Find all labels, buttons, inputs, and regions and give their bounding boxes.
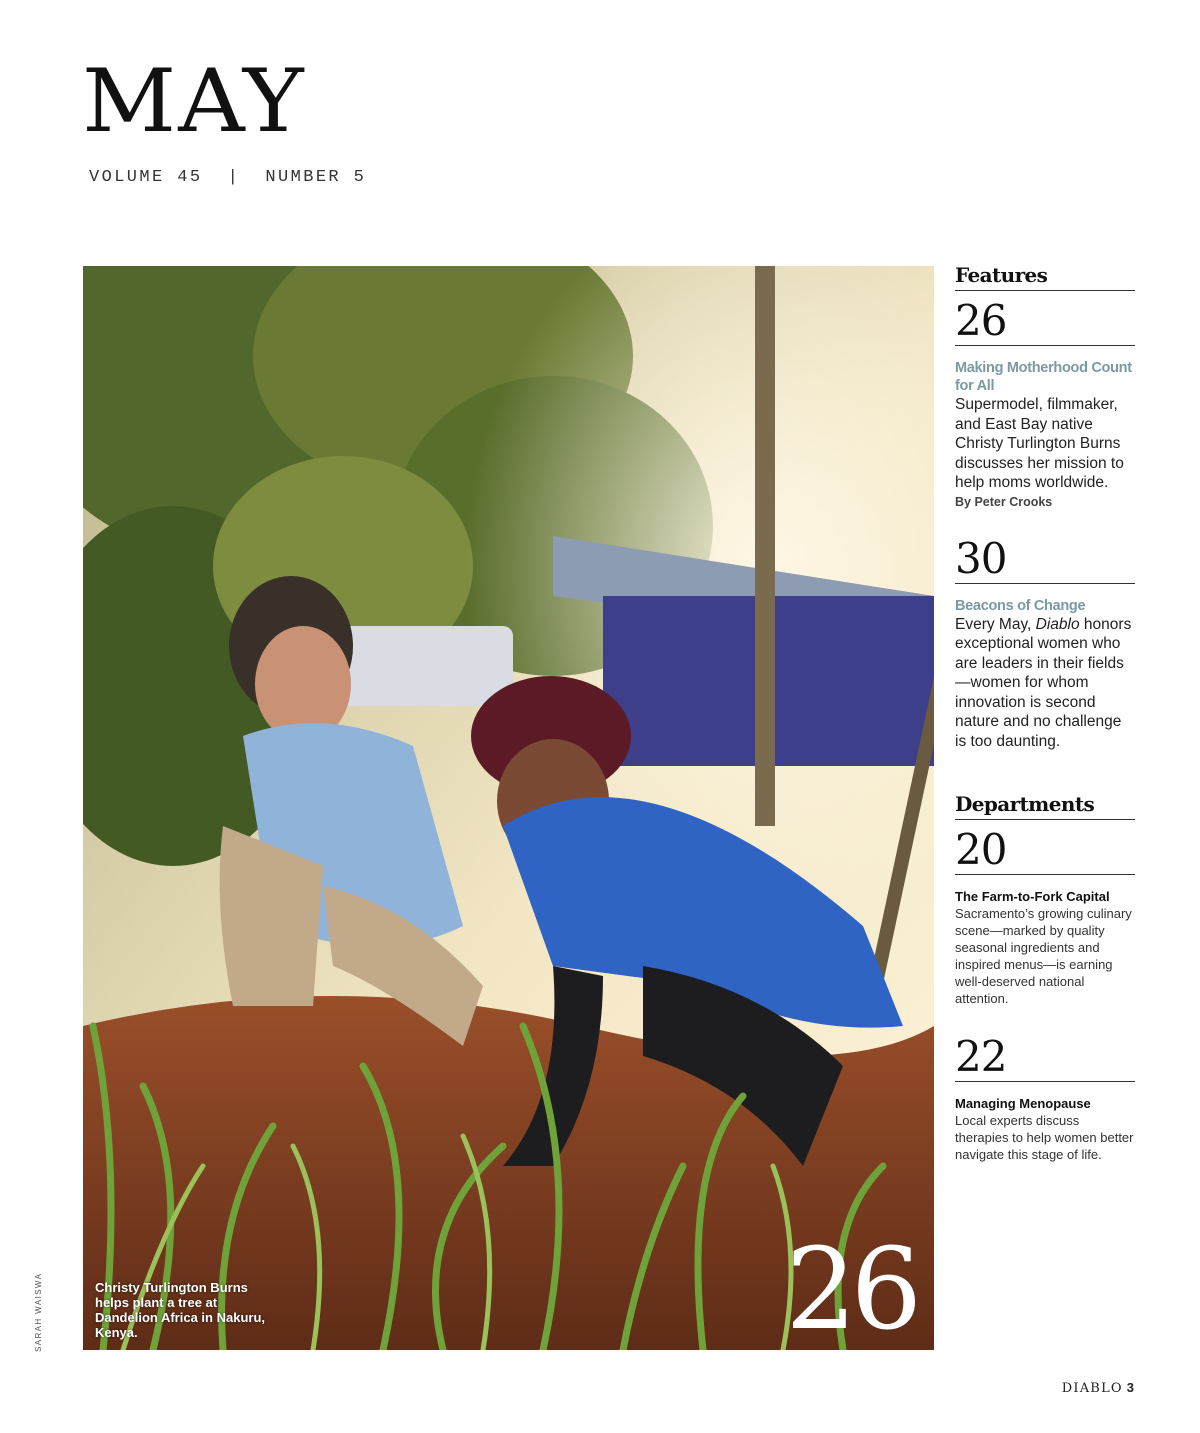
table-of-contents	[955, 262, 1135, 1163]
photo-credit-text: SARAH WAISWA	[34, 1272, 43, 1352]
garden-planting-illustration	[83, 266, 934, 1350]
toc-entry-feature[interactable]	[955, 291, 1135, 511]
toc-page-number: 26	[955, 291, 1135, 346]
toc-entry-feature[interactable]	[955, 529, 1135, 752]
toc-description: Local experts discuss therapies to help women better navigate this stage of life.	[955, 1113, 1134, 1162]
toc-description: Sacramento’s growing culinary scene—marked by quality seasonal ingredients and inspired menus—is earning well-deserved national attention.	[955, 906, 1132, 1006]
photo-credit	[34, 1272, 44, 1352]
toc-title: The Farm-to-Fork Capital	[955, 889, 1110, 904]
toc-byline: By Peter Crooks	[955, 494, 1053, 509]
toc-title: Making Motherhood Count for All	[955, 360, 1132, 394]
masthead-month: MAY	[82, 50, 306, 153]
page-folio	[1062, 1380, 1134, 1396]
toc-page-number: 20	[955, 820, 1135, 875]
toc-page-number: 30	[955, 529, 1135, 584]
toc-title: Beacons of Change	[955, 597, 1086, 614]
folio-magazine: DIABLO	[1061, 1381, 1123, 1396]
features-heading: Features	[955, 262, 1135, 291]
toc-description-part: honors exceptional women who are leaders in their fields—women for whom innovation is second nature and no challenge is too daunting.	[955, 615, 1132, 750]
photo-caption: Christy Turlington Burns helps plant a tree at Dandelion Africa in Nakuru, Kenya.	[95, 1280, 265, 1340]
photo-page-number: 26	[785, 1225, 916, 1350]
feature-photo	[83, 266, 934, 1350]
folio-page-number: 3	[1126, 1380, 1134, 1395]
issue-volume-number: VOLUME 45 | NUMBER 5	[89, 168, 367, 187]
departments-heading: Departments	[955, 791, 1135, 820]
toc-description-part: Every May,	[955, 615, 1036, 633]
toc-description	[955, 615, 1135, 752]
toc-title: Managing Menopause	[955, 1096, 1091, 1111]
toc-description: Supermodel, filmmaker, and East Bay native Christy Turlington Burns discusses her mission to help moms worldwide.	[955, 396, 1124, 491]
magazine-name-italic: Diablo	[1035, 615, 1080, 633]
toc-entry-department[interactable]	[955, 1027, 1135, 1163]
toc-page-number: 22	[955, 1027, 1135, 1082]
toc-entry-department[interactable]	[955, 820, 1135, 1007]
